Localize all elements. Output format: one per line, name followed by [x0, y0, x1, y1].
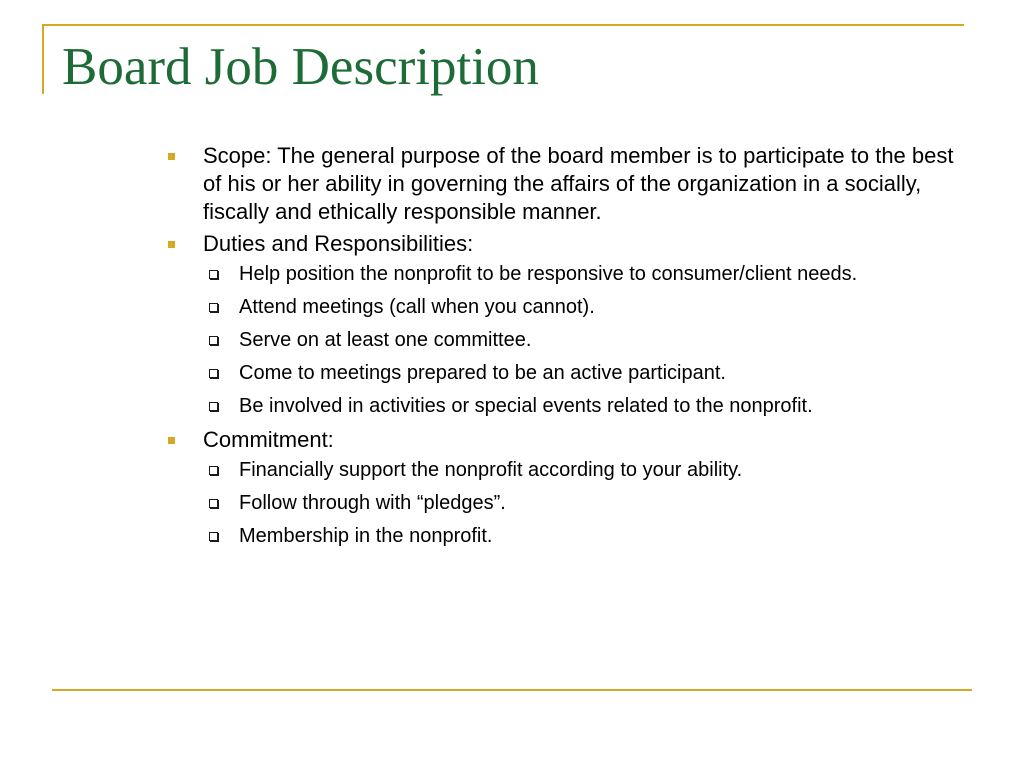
sub-bullet-item	[203, 294, 975, 321]
bullet-list	[165, 142, 975, 550]
title-frame-left-line	[42, 24, 44, 94]
bullet-text: Commitment:	[203, 427, 334, 452]
sub-bullet-item	[203, 523, 975, 550]
checkbox-bullet-icon	[209, 466, 218, 475]
sub-bullet-item	[203, 327, 975, 354]
sub-bullet-text: Financially support the nonprofit according to your ability.	[239, 459, 743, 481]
sub-bullet-item	[203, 490, 975, 517]
checkbox-bullet-icon	[209, 336, 218, 345]
checkbox-bullet-icon	[209, 369, 218, 378]
bullet-item-scope	[165, 142, 975, 226]
sub-bullet-item	[203, 393, 975, 420]
sub-bullet-item	[203, 457, 975, 484]
title-frame-top-line	[42, 24, 964, 26]
square-bullet-icon	[168, 437, 175, 444]
checkbox-bullet-icon	[209, 402, 218, 411]
bullet-text: Duties and Responsibilities:	[203, 231, 474, 256]
bullet-item-commitment	[165, 426, 975, 550]
sub-bullet-list	[203, 457, 975, 550]
slide-content	[165, 142, 975, 556]
sub-bullet-text: Help position the nonprofit to be responsive to consumer/client needs.	[239, 263, 858, 285]
bottom-divider-line	[52, 689, 972, 691]
sub-bullet-item	[203, 261, 975, 288]
checkbox-bullet-icon	[209, 270, 218, 279]
sub-bullet-list	[203, 261, 975, 420]
checkbox-bullet-icon	[209, 303, 218, 312]
sub-bullet-item	[203, 360, 975, 387]
bullet-item-duties	[165, 230, 975, 420]
sub-bullet-text: Attend meetings (call when you cannot).	[239, 296, 595, 318]
sub-bullet-text: Come to meetings prepared to be an active participant.	[239, 362, 726, 384]
sub-bullet-text: Membership in the nonprofit.	[239, 525, 493, 547]
checkbox-bullet-icon	[209, 499, 218, 508]
sub-bullet-text: Serve on at least one committee.	[239, 329, 532, 351]
sub-bullet-text: Follow through with “pledges”.	[239, 492, 506, 514]
checkbox-bullet-icon	[209, 532, 218, 541]
sub-bullet-text: Be involved in activities or special events related to the nonprofit.	[239, 395, 813, 417]
square-bullet-icon	[168, 153, 175, 160]
square-bullet-icon	[168, 241, 175, 248]
bullet-text: Scope: The general purpose of the board member is to participate to the best of his or her ability in governing the affairs of the organization in a socially, fiscally and ethically responsible manner.	[203, 143, 954, 224]
slide-title: Board Job Description	[62, 38, 539, 96]
